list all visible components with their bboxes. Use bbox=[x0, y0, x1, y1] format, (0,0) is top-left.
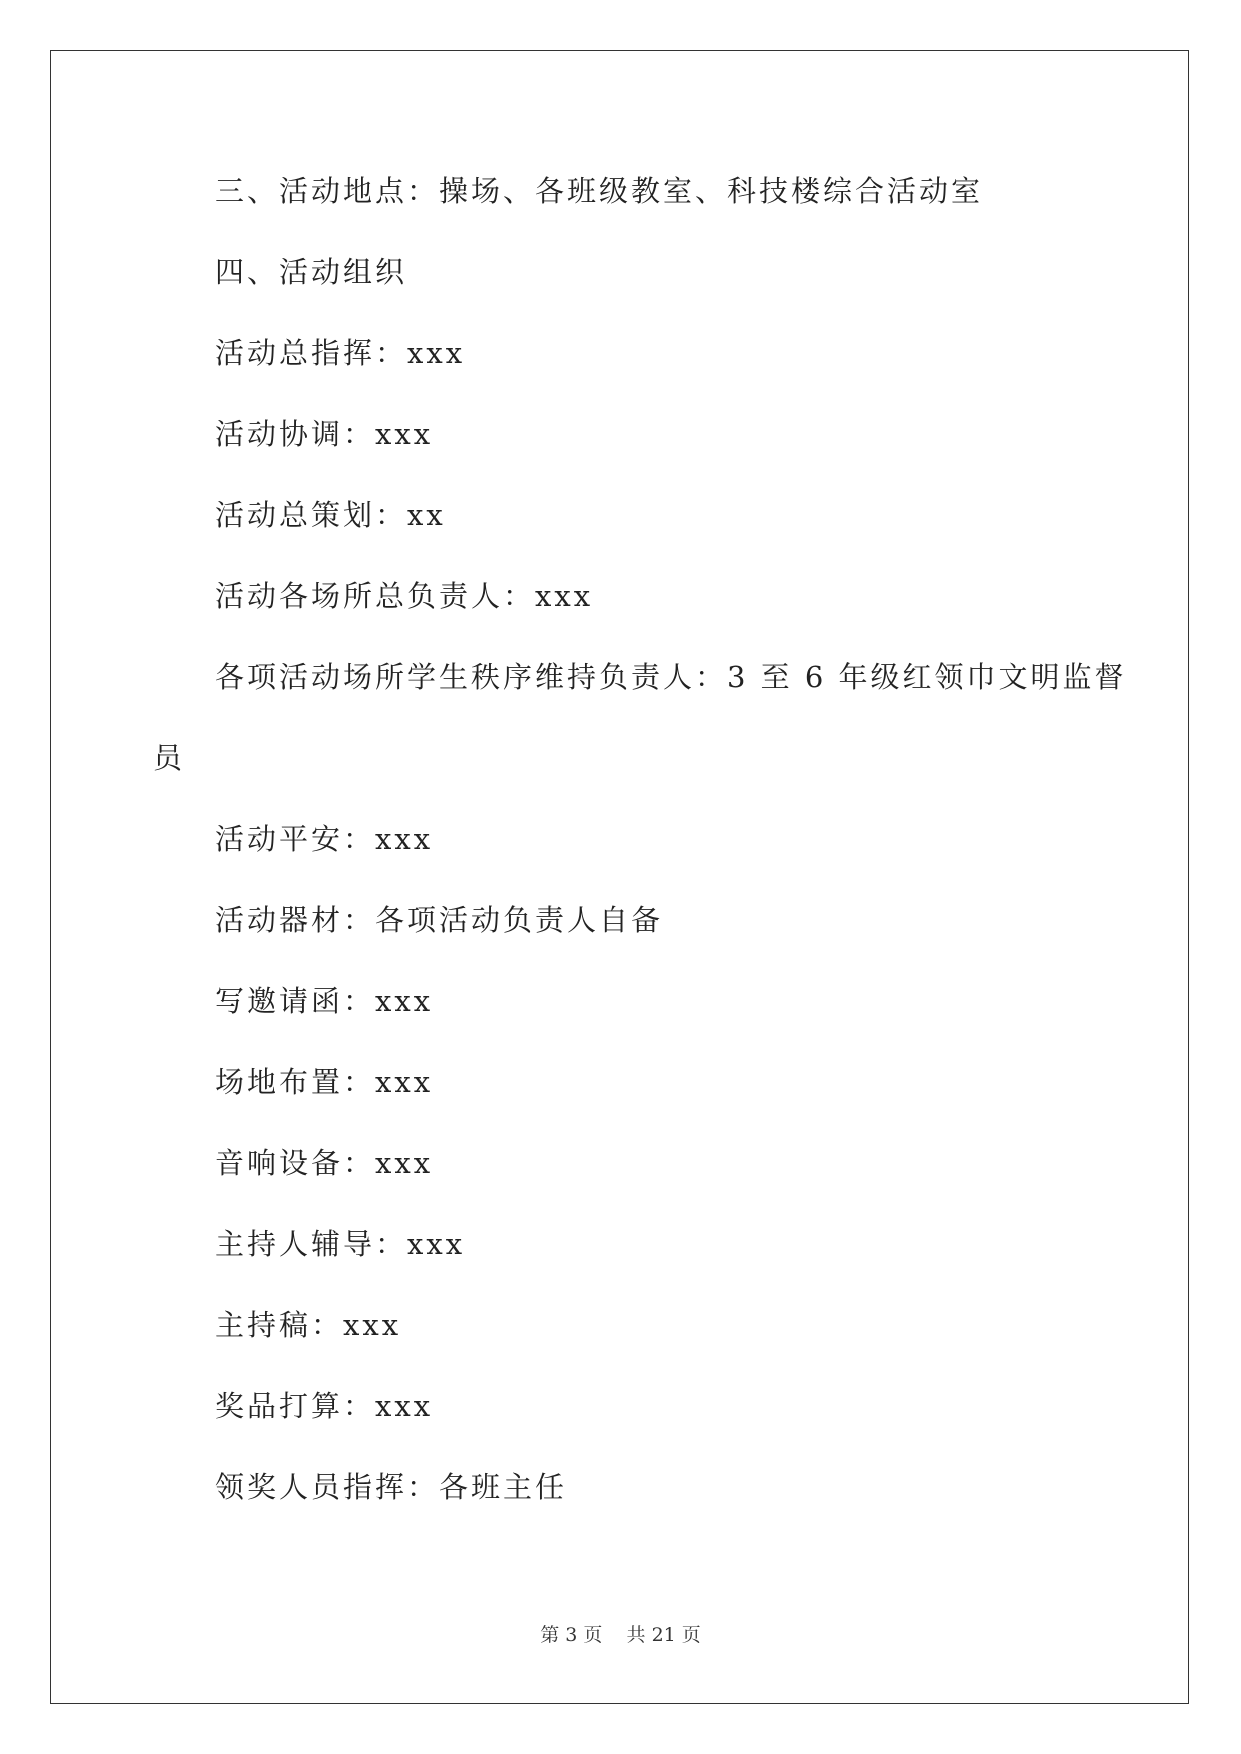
text-line: 活动各场所总负责人：xxx bbox=[215, 579, 594, 613]
text-line: 写邀请函：xxx bbox=[215, 984, 434, 1018]
text-line: 三、活动地点：操场、各班级教室、科技楼综合活动室 bbox=[215, 174, 984, 208]
text-line: 奖品打算：xxx bbox=[215, 1389, 434, 1423]
text-line: 活动总指挥：xxx bbox=[215, 336, 466, 370]
text-line: 活动协调：xxx bbox=[215, 417, 434, 451]
text-line: 活动平安：xxx bbox=[215, 822, 434, 856]
text-line: 主持稿：xxx bbox=[215, 1308, 402, 1342]
text-line: 音响设备：xxx bbox=[215, 1146, 434, 1180]
text-line: 各项活动场所学生秩序维持负责人：3 至 6 年级红领巾文明监督 bbox=[215, 660, 1127, 694]
text-line: 领奖人员指挥：各班主任 bbox=[215, 1470, 568, 1504]
text-line: 活动总策划：xx bbox=[215, 498, 446, 532]
text-line: 员 bbox=[153, 741, 186, 775]
text-line: 四、活动组织 bbox=[215, 255, 408, 289]
text-line: 活动器材：各项活动负责人自备 bbox=[215, 903, 664, 937]
page-frame bbox=[50, 50, 1189, 1704]
text-line: 场地布置：xxx bbox=[215, 1065, 434, 1099]
page-number-footer: 第 3 页 共 21 页 bbox=[540, 1624, 701, 1646]
text-line: 主持人辅导：xxx bbox=[215, 1227, 466, 1261]
